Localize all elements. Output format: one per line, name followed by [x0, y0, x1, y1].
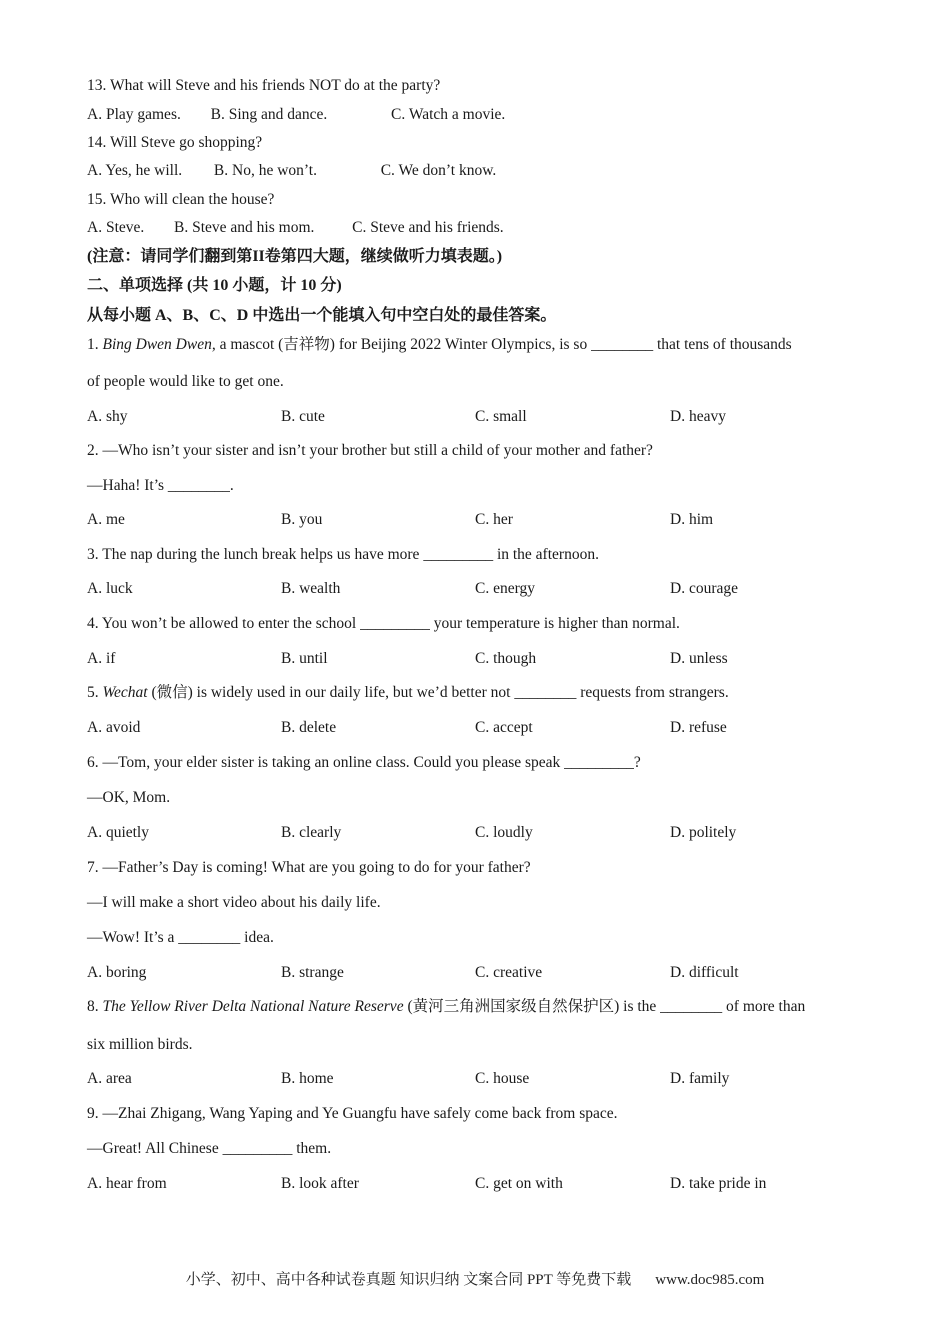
- q13-option-a: A. Play games.: [87, 106, 181, 123]
- q15-option-c: C. Steve and his friends.: [352, 219, 504, 236]
- q1-option-c: C. small: [475, 408, 527, 425]
- q8-number: 8.: [87, 998, 103, 1015]
- q3-option-d: D. courage: [670, 580, 738, 597]
- q5-options: [0, 718, 800, 738]
- q6-option-c: C. loudly: [475, 824, 533, 841]
- q2-option-b: B. you: [281, 511, 323, 528]
- q3-option-c: C. energy: [475, 580, 535, 597]
- q6-option-b: B. clearly: [281, 824, 342, 841]
- q8-text: (黄河三角洲国家级自然保护区) is the ________ of more than: [403, 998, 806, 1015]
- q9-option-a: A. hear from: [87, 1175, 167, 1192]
- q3-options: [0, 579, 800, 599]
- q2-options: [0, 510, 800, 530]
- q1-text: a mascot (吉祥物) for Beijing 2022 Winter Olympics, is so ________ that tens of thousands: [215, 336, 792, 353]
- q13-options: [87, 105, 505, 125]
- q8-options: [0, 1069, 800, 1089]
- q15-stem: 15. Who will clean the house?: [87, 191, 275, 208]
- page-footer: [0, 1270, 950, 1290]
- q1-number: 1.: [87, 336, 103, 353]
- q4-option-d: D. unless: [670, 650, 728, 667]
- q5-option-d: D. refuse: [670, 719, 727, 736]
- q8-option-d: D. family: [670, 1070, 730, 1087]
- q2-stem-line1: 2. —Who isn’t your sister and isn’t your brother but still a child of your mother and father?: [87, 442, 653, 459]
- q9-options: [0, 1174, 800, 1194]
- q13-option-b: B. Sing and dance.: [210, 106, 328, 123]
- q4-option-c: C. though: [475, 650, 537, 667]
- q8-italic-term: The Yellow River Delta National Nature Reserve: [102, 998, 404, 1015]
- q8-stem-line1: [87, 997, 805, 1017]
- q4-options: [0, 649, 800, 669]
- q7-stem-line3: —Wow! It’s a ________ idea.: [87, 929, 274, 946]
- footer-text: 小学、初中、高中各种试卷真题 知识归纳 文案合同 PPT 等免费下载: [185, 1272, 632, 1288]
- q13-option-c: C. Watch a movie.: [391, 106, 506, 123]
- q9-option-b: B. look after: [281, 1175, 359, 1192]
- q1-stem-line1: [87, 335, 792, 355]
- q6-option-d: D. politely: [670, 824, 737, 841]
- q8-stem-line2: six million birds.: [87, 1036, 193, 1053]
- q5-option-c: C. accept: [475, 719, 533, 736]
- q1-options: [0, 407, 800, 427]
- q1-stem-line2: of people would like to get one.: [87, 373, 284, 390]
- q1-italic-term: Bing Dwen Dwen,: [102, 336, 216, 353]
- q1-option-b: B. cute: [281, 408, 325, 425]
- q14-option-a: A. Yes, he will.: [87, 162, 183, 179]
- q7-options: [0, 963, 800, 983]
- q14-option-b: B. No, he won’t.: [213, 162, 317, 179]
- q3-option-a: A. luck: [87, 580, 133, 597]
- q13-stem: 13. What will Steve and his friends NOT do at the party?: [87, 77, 441, 94]
- q15-option-a: A. Steve.: [87, 219, 145, 236]
- q2-option-a: A. me: [87, 511, 125, 528]
- q15-option-b: B. Steve and his mom.: [174, 219, 315, 236]
- q14-stem: 14. Will Steve go shopping?: [87, 134, 263, 151]
- q9-option-d: D. take pride in: [670, 1175, 767, 1192]
- q7-option-a: A. boring: [87, 964, 147, 981]
- q3-option-b: B. wealth: [281, 580, 341, 597]
- q7-option-b: B. strange: [281, 964, 344, 981]
- q5-option-b: B. delete: [281, 719, 337, 736]
- q9-stem-line1: 9. —Zhai Zhigang, Wang Yaping and Ye Guangfu have safely come back from space.: [87, 1105, 618, 1122]
- q7-stem-line1: 7. —Father’s Day is coming! What are you going to do for your father?: [87, 859, 531, 876]
- q7-stem-line2: —I will make a short video about his daily life.: [87, 894, 381, 911]
- q2-option-c: C. her: [475, 511, 513, 528]
- q8-option-c: C. house: [475, 1070, 530, 1087]
- q4-option-a: A. if: [87, 650, 116, 667]
- q7-option-d: D. difficult: [670, 964, 739, 981]
- q3-stem: 3. The nap during the lunch break helps us have more _________ in the afternoon.: [87, 546, 599, 563]
- q8-option-b: B. home: [281, 1070, 334, 1087]
- q15-options: [87, 218, 504, 238]
- q4-option-b: B. until: [281, 650, 328, 667]
- q7-option-c: C. creative: [475, 964, 543, 981]
- q1-option-d: D. heavy: [670, 408, 726, 425]
- q14-options: [87, 161, 496, 181]
- q9-option-c: C. get on with: [475, 1175, 563, 1192]
- section-instruction: 从每小题 A、B、C、D 中选出一个能填入句中空白处的最佳答案。: [87, 307, 557, 324]
- q5-number: 5.: [87, 684, 103, 701]
- q9-stem-line2: —Great! All Chinese _________ them.: [87, 1140, 332, 1157]
- q6-option-a: A. quietly: [87, 824, 149, 841]
- q14-option-c: C. We don’t know.: [380, 162, 497, 179]
- q6-stem-line2: —OK, Mom.: [87, 789, 171, 806]
- q2-option-d: D. him: [670, 511, 714, 528]
- q5-stem: [87, 683, 729, 703]
- notice-text: (注意：请同学们翻到第II卷第四大题，继续做听力填表题。): [87, 248, 503, 265]
- q5-option-a: A. avoid: [87, 719, 141, 736]
- q2-stem-line2: —Haha! It’s ________.: [87, 477, 234, 494]
- q4-stem: 4. You won’t be allowed to enter the school _________ your temperature is higher than normal.: [87, 615, 680, 632]
- q6-options: [0, 823, 800, 843]
- q5-text: (微信) is widely used in our daily life, but we’d better not ________ requests from strangers.: [147, 684, 729, 701]
- q5-italic-term: Wechat: [102, 684, 148, 701]
- section-heading: 二、单项选择 (共 10 小题，计 10 分): [87, 277, 342, 294]
- q1-option-a: A. shy: [87, 408, 128, 425]
- q8-option-a: A. area: [87, 1070, 132, 1087]
- q6-stem-line1: 6. —Tom, your elder sister is taking an online class. Could you please speak _________?: [87, 754, 641, 771]
- footer-link[interactable]: www.doc985.com: [655, 1272, 765, 1288]
